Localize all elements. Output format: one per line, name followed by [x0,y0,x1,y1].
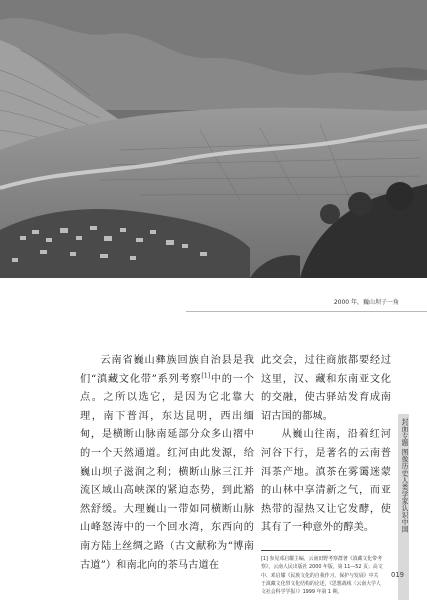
paragraph-1-continued: 中的一个点。之所以选它，是因为它北靠大理，南下普洱，东达昆明，西出缅甸，是横断山脉南延部分众多山褶中的一个天然通道。红河由此发源，给巍山坝子滋润之利；横断山脉三江并流区域山高峡深的紧迫态势，到此豁然舒缓。大理巍山一带如同横断山脉山峰怒涛中的一个回水湾，东西向的南方陆上丝绸之路（古文献称为“博南古道”）和南北向的茶马古道在 [80,373,254,571]
footnote-marker[interactable]: [1] [201,372,211,380]
footnote-text: [1] 参见邓启耀主编，云南田野考察群著《滇藏文化带考察》，云南人民出版社 2000 年版，第 11—52 页；高文中、邓启耀《民族文化的自我作习、保护与发展》中关于滇藏文化带文化结构的论述，《思想战线（云南大学人文社会科学学报）》1999 年第 1 期。 [261,556,383,596]
paragraph-1 [80,352,254,575]
page-number: 019 [391,571,404,579]
photo-caption: 2000 年，巍山坝子一角 [333,299,399,306]
caption-divider [186,311,427,312]
paragraph-2: 此交会，过往商旅都要经过这里，汉、藏和东南亚文化的交融，使古驿站发育成南诏古国的都城。 [261,355,391,422]
footnote [261,555,383,596]
footnote-divider [261,550,331,551]
article-right-column [261,352,391,538]
landscape-photo [0,0,427,278]
paragraph-3: 从巍山往南，沿着红河河谷下行，是著名的云南普洱茶产地。滇茶在雾霭迷蒙的山林中享清新之气，而亚热带的湿热又让它发酵，使其有了一种意外的醇美。 [261,429,391,534]
paragraph-1-text: 云南省巍山彝族回族自治县是我们“滇藏文化带”系列考察 [80,355,254,385]
section-side-label: 封面专题 图像历史人类学家认识中国 [400,418,408,533]
article-left-column [80,352,254,575]
